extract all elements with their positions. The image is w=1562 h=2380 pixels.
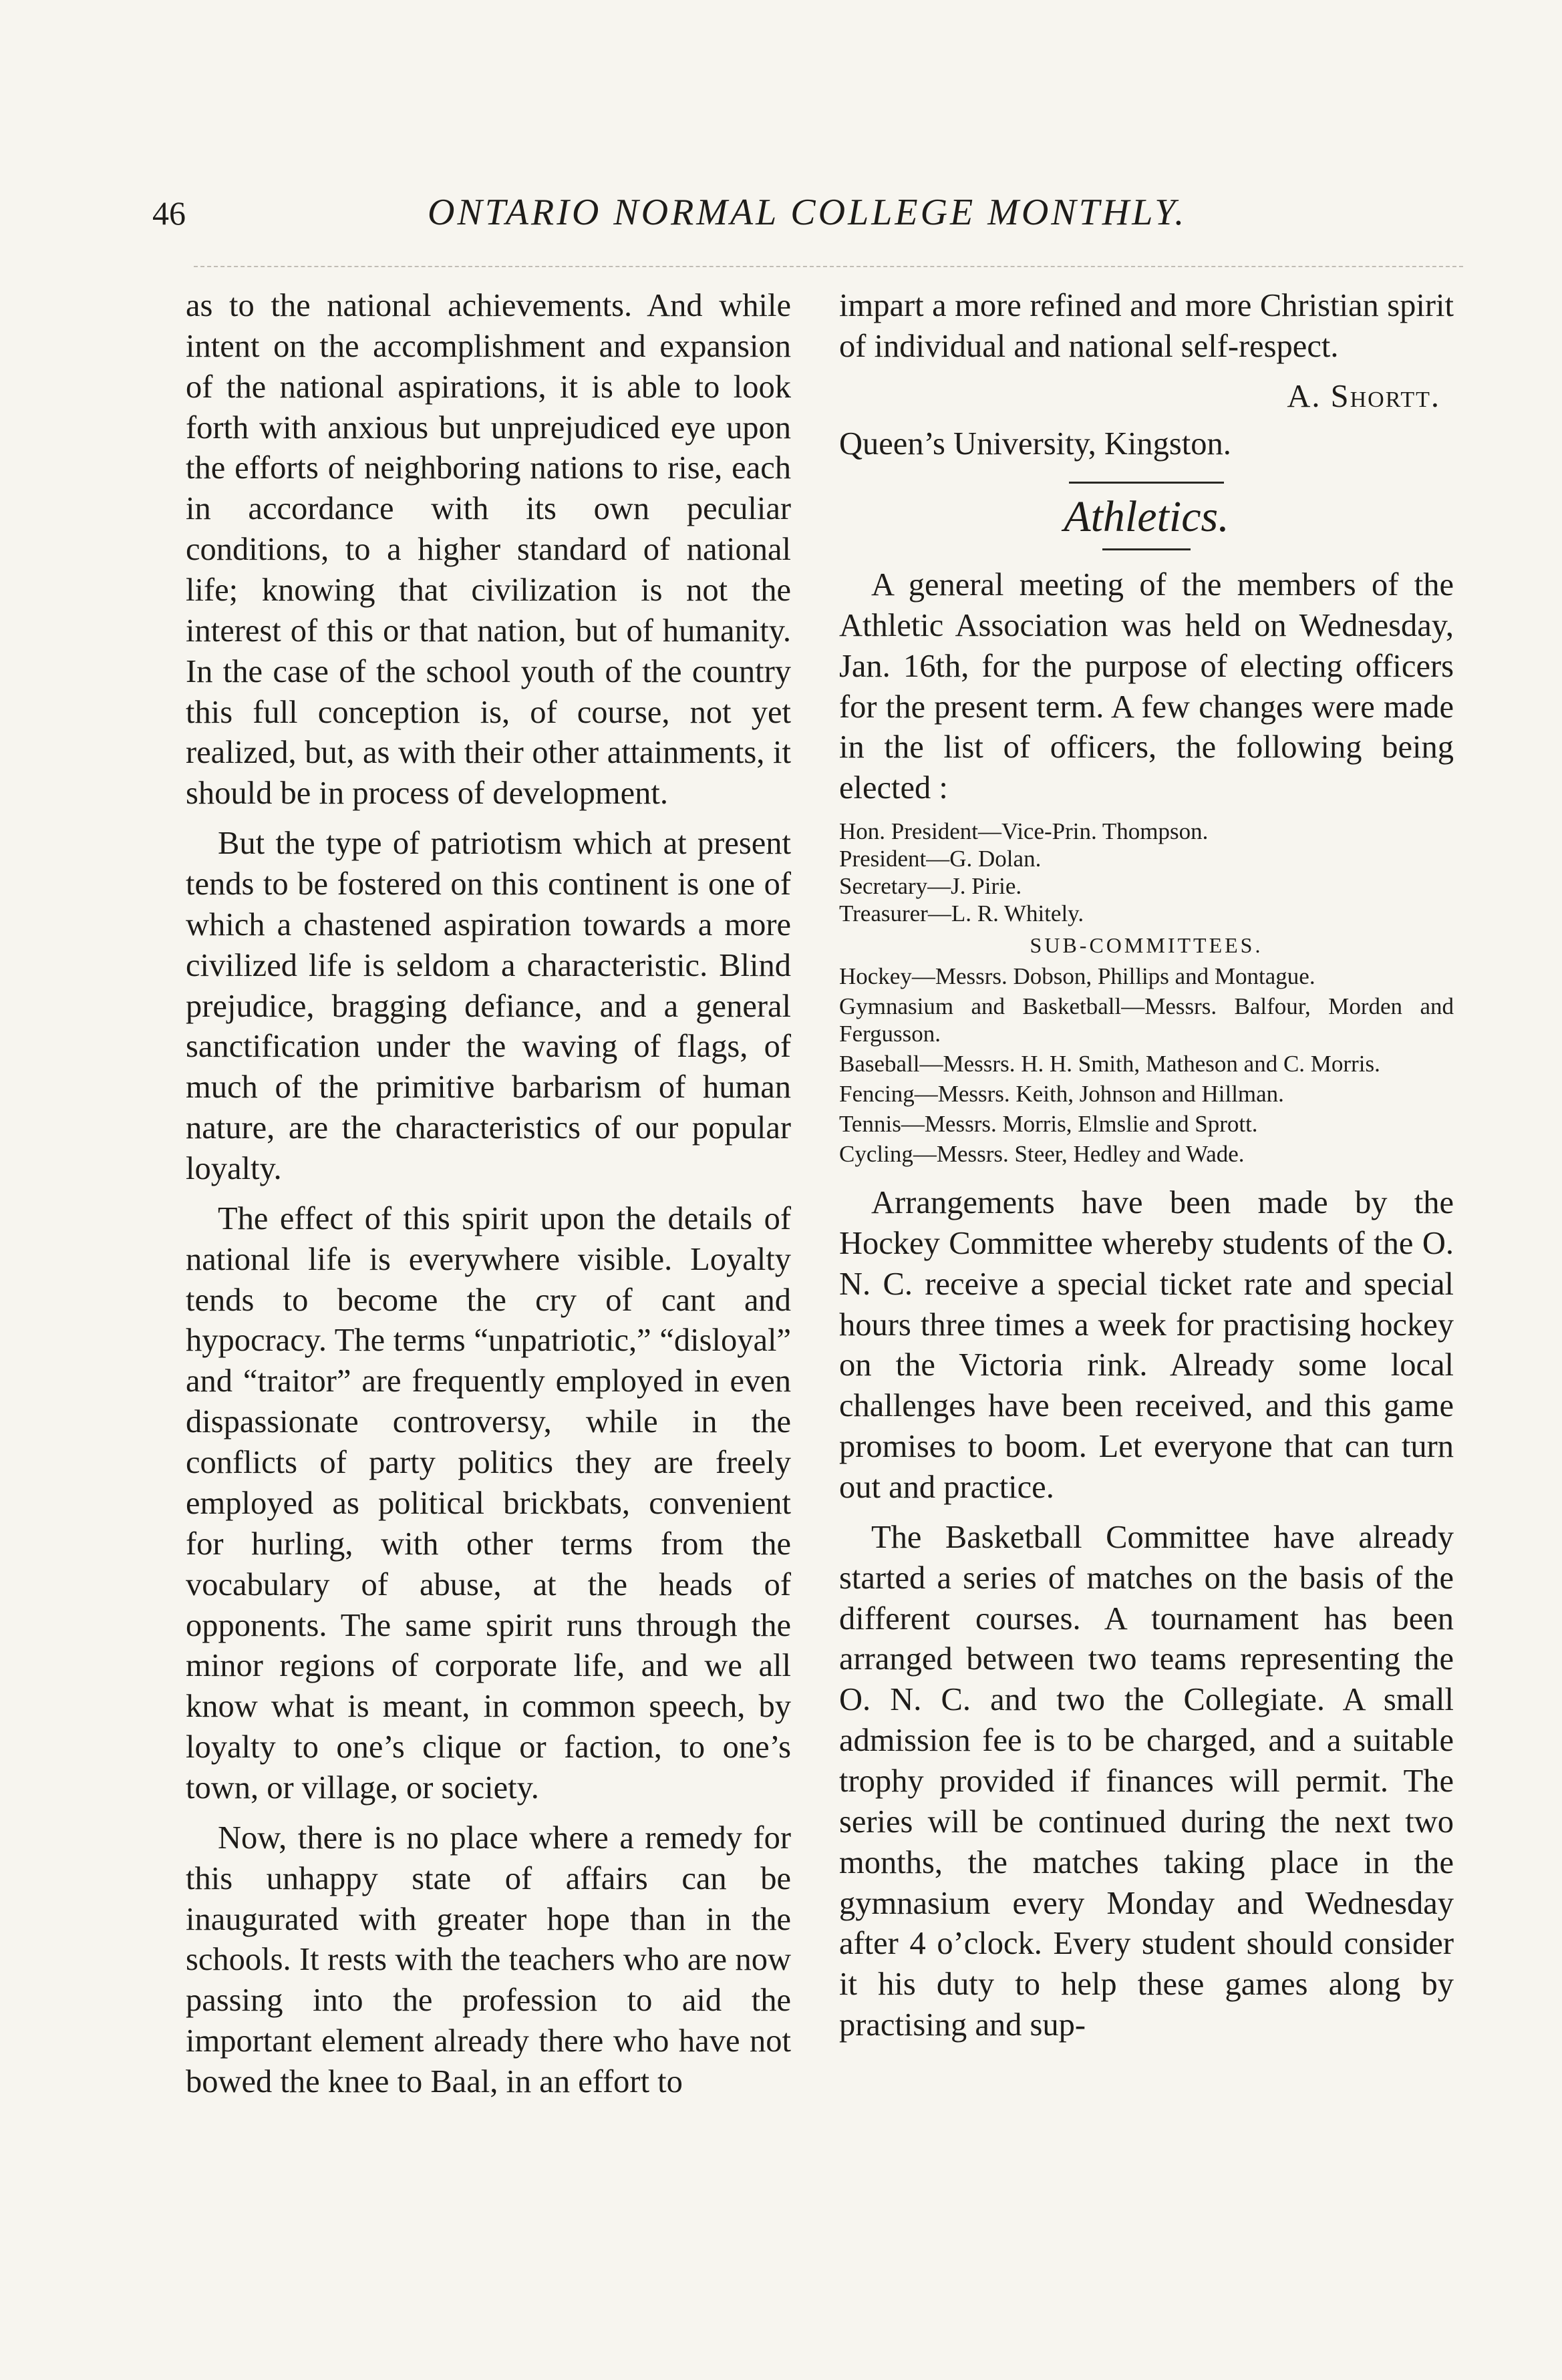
officer-entry: Secretary—J. Pirie. bbox=[839, 873, 1022, 900]
section-title: Athletics. bbox=[1064, 492, 1229, 542]
author-affiliation: Queen’s University, Kingston. bbox=[839, 426, 1231, 462]
section-rule bbox=[1069, 482, 1224, 484]
left-paragraph-1: as to the national achievements. And while intent on the accomplishment and expansion of the national aspirations, it is able to look forth with anxious but unprejudiced eye upon the efforts of neighboring nations to rise, each in accordance with its own peculiar conditions, to a higher standard of national life; knowing that civilization is not the interest of this or that nation, but of humanity. In the case of the school youth of the country this full conception is, of course, not yet realized, but, as with their other attainments, it should be in process of development. bbox=[186, 288, 791, 812]
header-rule bbox=[194, 266, 1463, 267]
left-paragraph-2: But the type of patriotism which at present tends to be fostered on this continent is one of which a chastened aspiration towards a more civilized life is seldom a characteristic. Blind prejudice, bragging defiance, and a general sanctification under the waving of flags, of much of the primitive barbarism of human nature, are the characteristics of our popular loyalty. bbox=[186, 826, 791, 1187]
continuation-paragraph: impart a more refined and more Christian spirit of individual and national self-respect. bbox=[839, 288, 1454, 364]
page-number: 46 bbox=[152, 194, 186, 232]
subcommittee-entry: Gymnasium and Basketball—Messrs. Balfour, Morden and Fergusson. bbox=[839, 993, 1454, 1047]
subcommittee-entry: Baseball—Messrs. H. H. Smith, Matheson and C. Morris. bbox=[839, 1051, 1380, 1077]
basketball-paragraph: The Basketball Committee have already started a series of matches on the basis of the different courses. A tournament has been arranged between two teams representing the O. N. C. and two the Collegiate. A small admission fee is to be charged, and a suitable trophy provided if finances will permit. The series will be continued during the next two months, the matches taking place in the gymnasium every Monday and Wednesday after 4 o’clock. Every student should consider it his duty to help these games along by practising and sup- bbox=[839, 1519, 1454, 2043]
right-column bbox=[839, 286, 1454, 2055]
section-title-underline bbox=[1102, 548, 1191, 550]
subcommittee-entry: Tennis—Messrs. Morris, Elmslie and Sprott. bbox=[839, 1111, 1258, 1138]
hockey-paragraph: Arrangements have been made by the Hockey Committee whereby students of the O. N. C. receive a special ticket rate and special hours three times a week for practising hockey on the Victoria rink. Already some local challenges have been received, and this game promises to boom. Let everyone that can turn out and practice. bbox=[839, 1184, 1454, 1505]
running-title: ONTARIO NORMAL COLLEGE MONTHLY. bbox=[428, 192, 1187, 233]
officers-list bbox=[839, 818, 1454, 1168]
subcommittees-heading: SUB-COMMITTEES. bbox=[1030, 932, 1263, 957]
subcommittee-entry: Cycling—Messrs. Steer, Hedley and Wade. bbox=[839, 1141, 1245, 1167]
author-signature: A. Shortt. bbox=[1287, 378, 1440, 414]
left-paragraph-3: The effect of this spirit upon the details of national life is everywhere visible. Loyalty tends to become the cry of cant and hypocracy. The terms “unpatriotic,” “disloyal” and “traitor” are frequently employed in even dispassionate controversy, while in the conflicts of party politics they are freely employed as political brickbats, convenient for hurling, with other terms from the vocabulary of abuse, at the heads of opponents. The same spirit runs through the minor regions of corporate life, and we all know what is meant, in common speech, by loyalty to one’s clique or faction, to one’s town, or village, or society. bbox=[186, 1200, 791, 1806]
left-column bbox=[186, 286, 791, 2112]
athletics-intro: A general meeting of the members of the Athletic Association was held on Wednesday, Jan. 16th, for the purpose of electing officers for the present term. A few changes were made in the list of officers, the following being elected : bbox=[839, 567, 1454, 806]
officer-entry: Treasurer—L. R. Whitely. bbox=[839, 900, 1084, 926]
officer-entry: President—G. Dolan. bbox=[839, 846, 1042, 872]
left-paragraph-4: Now, there is no place where a remedy for this unhappy state of affairs can be inaugurated with greater hope than in the schools. It rests with the teachers who are now passing into the profession to aid the important element already there who have not bowed the knee to Baal, in an effort to bbox=[186, 1820, 791, 2099]
subcommittee-entry: Fencing—Messrs. Keith, Johnson and Hillman. bbox=[839, 1081, 1284, 1108]
officer-entry: Hon. President—Vice-Prin. Thompson. bbox=[839, 818, 1209, 845]
subcommittee-entry: Hockey—Messrs. Dobson, Phillips and Montague. bbox=[839, 963, 1315, 990]
